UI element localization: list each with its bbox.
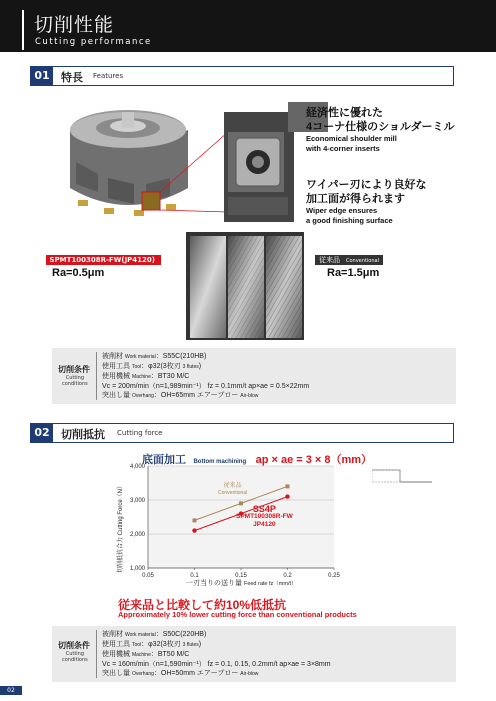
section-title-en: Cutting force (117, 429, 163, 437)
surface-finish-photo (186, 232, 304, 340)
summary-jp: 従来品と比較して約10%低抵抗 (118, 598, 287, 612)
callout-jp-line1: 経済性に優れた (306, 107, 383, 119)
legend-conventional: 従来品 Conventional (218, 483, 248, 496)
section-number: 01 (31, 67, 53, 85)
cutting-conditions-box-2 (52, 626, 456, 682)
chart-title-formula: ap × ae = 3 × 8（mm） (255, 454, 373, 466)
row-work-material: 被削材 Work material：S55C(210HB) (102, 353, 207, 360)
conditions-label-jp: 切削条件 (58, 365, 90, 374)
section-title-jp: 特長 (61, 71, 83, 84)
x-tick-label: 0.15 (235, 573, 247, 579)
conditions-label-jp: 切削条件 (58, 641, 90, 650)
x-tick-label: 0.25 (328, 573, 340, 579)
page-subtitle: Cutting performance (35, 37, 152, 47)
callout-jp-line2: 4コーナ仕様のショルダーミル (306, 121, 455, 133)
row-overhang: 突出し量 Overhang：OH=50mm エアーブロー Air-blow (102, 670, 259, 677)
row-machine: 使用機械 Machine：BT30 M/C (102, 373, 190, 380)
section-bar-cutting-force (30, 423, 454, 443)
data-point (286, 484, 290, 488)
x-axis-label: 一刃当りの送り量 Feed rate fz（mm/t） (186, 580, 297, 587)
chart-title-en: Bottom machining (193, 459, 247, 465)
callout-en-line1: Economical shoulder mill (306, 134, 397, 143)
label-conventional (315, 255, 383, 265)
ra-new-value: Ra=0.5μm (52, 267, 105, 279)
row-parameters: Vc = 200m/min（n=1,989min⁻¹） fz = 0.1mm/t ap×ae = 0.5×22mm (102, 383, 310, 390)
page-title: 切削性能 (34, 14, 115, 36)
label-conventional-jp: 従来品 (319, 256, 340, 264)
x-tick-label: 0.05 (142, 573, 154, 579)
page-number: 02 (0, 686, 22, 695)
data-point (193, 518, 197, 522)
callout-en-line1: Wiper edge ensures (306, 206, 378, 215)
conditions-label (52, 348, 94, 404)
summary-en: Approximately 10% lower cutting force than conventional products (118, 610, 357, 619)
label-conventional-en: Conventional (346, 258, 379, 264)
ra-conventional-value: Ra=1.5μm (327, 267, 380, 279)
row-overhang: 突出し量 Overhang：OH=65mm エアーブロー Air-blow (102, 392, 259, 399)
data-point (285, 494, 289, 498)
section-title-en: Features (93, 72, 124, 80)
conditions-rows (102, 630, 331, 679)
section-title-jp: 切削抵抗 (61, 428, 105, 441)
y-tick-label: 4,000 (129, 464, 145, 470)
section-bar-features (30, 66, 454, 86)
shoulder-mill-cutter-icon (70, 110, 228, 216)
workpiece-sketch-icon (372, 460, 432, 490)
callout-jp-line2: 加工面が得られます (306, 193, 405, 205)
legend-new: SS4P SPMT100308R-FW JP4120 (236, 504, 293, 528)
row-parameters: Vc = 160m/min（n=1,590min⁻¹） fz = 0.1, 0.15, 0.2mm/t ap×ae = 3×8mm (102, 661, 331, 668)
callout-wiper (306, 178, 426, 226)
conditions-divider (96, 630, 97, 678)
y-tick-label: 1,000 (129, 566, 145, 572)
row-machine: 使用機械 Machine：BT50 M/C (102, 651, 190, 658)
callout-jp-line1: ワイパー刃により良好な (306, 179, 427, 191)
conditions-label-en: Cutting conditions (62, 375, 88, 387)
cutting-conditions-box-1 (52, 348, 456, 404)
chart-title-jp: 底面加工 (142, 454, 186, 466)
page-header (0, 0, 496, 52)
y-tick-label: 3,000 (129, 498, 145, 504)
cutting-force-chart (110, 462, 350, 590)
x-tick-label: 0.2 (283, 573, 292, 579)
conditions-label (52, 626, 94, 682)
callout-en-line2: with 4-corner inserts (306, 144, 380, 153)
section-number: 02 (31, 424, 53, 442)
label-new-insert: SPMT100308R-FW(JP4120) (46, 255, 161, 265)
conditions-label-en: Cutting conditions (62, 651, 88, 663)
data-point (192, 528, 196, 532)
row-tool: 使用工具 Tool：φ32(3枚刃 3 flutes) (102, 641, 202, 648)
conditions-divider (96, 352, 97, 400)
callout-en-line2: a good finishing surface (306, 216, 393, 225)
callout-economical (306, 106, 454, 154)
x-tick-label: 0.1 (190, 573, 199, 579)
row-work-material: 被削材 Work material：S50C(220HB) (102, 631, 207, 638)
header-accent-line (22, 10, 24, 50)
conditions-rows (102, 352, 309, 401)
y-tick-label: 2,000 (129, 532, 145, 538)
row-tool: 使用工具 Tool：φ32(3枚刃 3 flutes) (102, 363, 202, 370)
y-axis-label: 切削抵抗合力 Cutting Force（N） (118, 482, 124, 574)
